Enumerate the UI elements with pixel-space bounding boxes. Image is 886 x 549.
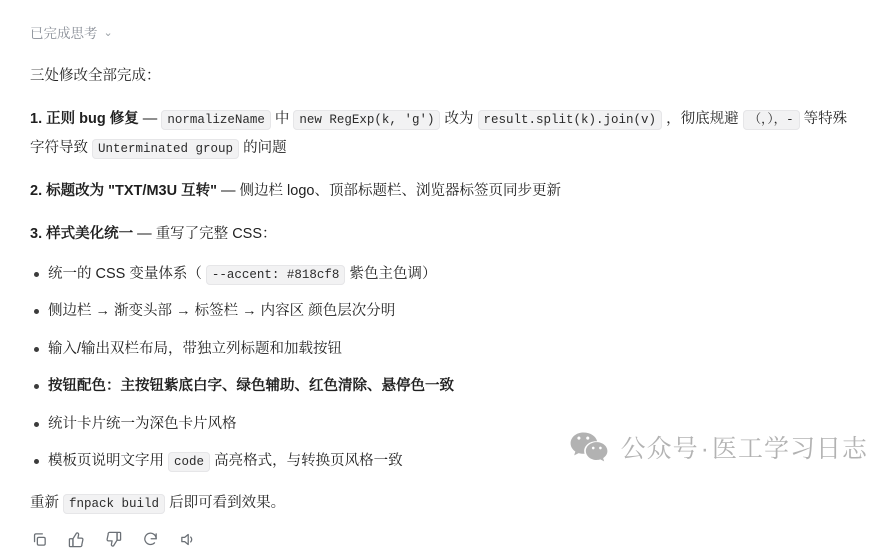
thinking-label: 已完成思考: [30, 26, 98, 41]
change-item-3: [30, 220, 856, 249]
copy-icon[interactable]: [30, 530, 49, 549]
change-2-number: 2.: [30, 183, 43, 199]
change-1-seg2: 中: [274, 111, 290, 127]
bullet-6-post: 高亮格式，与转换页风格一致: [214, 453, 403, 470]
code-normalize-name: normalizeName: [161, 110, 271, 130]
change-2-dash: —: [221, 183, 236, 199]
thumbs-down-icon[interactable]: [104, 530, 123, 549]
code-special-chars: （，），-: [743, 110, 800, 130]
wechat-icon: [569, 430, 609, 464]
chevron-down-icon[interactable]: ⌄: [103, 26, 113, 39]
code-new-regexp: new RegExp(k, 'g'): [293, 110, 440, 130]
code-fnpack-build: fnpack build: [63, 494, 165, 514]
bullet-6-pre: 模板页说明文字用: [48, 453, 164, 470]
bullet-3-text: 输入/输出双栏布局，带独立列标题和加载按钮: [48, 340, 343, 357]
list-item: [30, 338, 856, 360]
change-1-seg6: 的问题: [243, 140, 287, 156]
code-accent-var: --accent: #818cf8: [206, 265, 346, 285]
change-1-dash: —: [142, 111, 158, 127]
bullet-2-text: 侧边栏 → 渐变头部 → 标签栏 → 内容区 颜色层次分明: [48, 303, 396, 320]
message-intro: 三处修改全部完成：: [30, 68, 161, 84]
change-3-rest: 重写了完整 CSS：: [155, 226, 277, 242]
code-unterminated-group: Unterminated group: [92, 139, 239, 159]
bullet-1-post: 紫色主色调）: [349, 266, 437, 282]
bullet-4-text: 按钮配色：主按钮紫底白字、绿色辅助、红色清除、悬停色一致: [48, 378, 454, 395]
change-1-seg4: ，彻底规避: [666, 111, 739, 127]
change-1-seg5: 等特殊字符导致: [30, 111, 848, 156]
bullet-1-pre: 统一的 CSS 变量体系（: [48, 266, 202, 282]
change-item-2: [30, 177, 856, 206]
watermark-prefix: 公众号: [620, 435, 699, 463]
read-aloud-icon[interactable]: [178, 530, 197, 549]
list-item: [30, 375, 856, 397]
watermark-name: 医工学习日志: [711, 435, 868, 463]
code-code-word: code: [168, 452, 210, 472]
message-action-bar: [30, 530, 856, 549]
list-item: [30, 263, 856, 285]
thinking-collapsed-header[interactable]: [30, 22, 113, 42]
change-item-1: [30, 105, 856, 163]
changes-list: [30, 105, 856, 249]
thumbs-up-icon[interactable]: [67, 530, 86, 549]
bullet-5-text: 统计卡片统一为深色卡片风格: [48, 415, 237, 432]
watermark-dot: ·: [700, 435, 710, 463]
change-2-rest: 侧边栏 logo、顶部标题栏、浏览器标签页同步更新: [239, 183, 561, 199]
change-1-seg3: 改为: [444, 111, 474, 127]
list-item: [30, 300, 856, 322]
change-3-number: 3.: [30, 226, 43, 242]
code-split-join: result.split(k).join(v): [478, 110, 663, 130]
closing-pre: 重新: [30, 494, 59, 511]
change-3-dash: —: [137, 226, 152, 242]
closing-post: 后即可看到效果。: [169, 494, 286, 511]
closing-line: [30, 491, 856, 512]
change-1-number: 1.: [30, 111, 43, 127]
change-1-title: 正则 bug 修复: [46, 111, 139, 127]
watermark-text: [621, 429, 868, 465]
change-3-title: 样式美化统一: [46, 226, 134, 242]
change-2-title: 标题改为 "TXT/M3U 互转": [46, 183, 217, 199]
watermark: [569, 429, 868, 465]
regenerate-icon[interactable]: [141, 530, 160, 549]
